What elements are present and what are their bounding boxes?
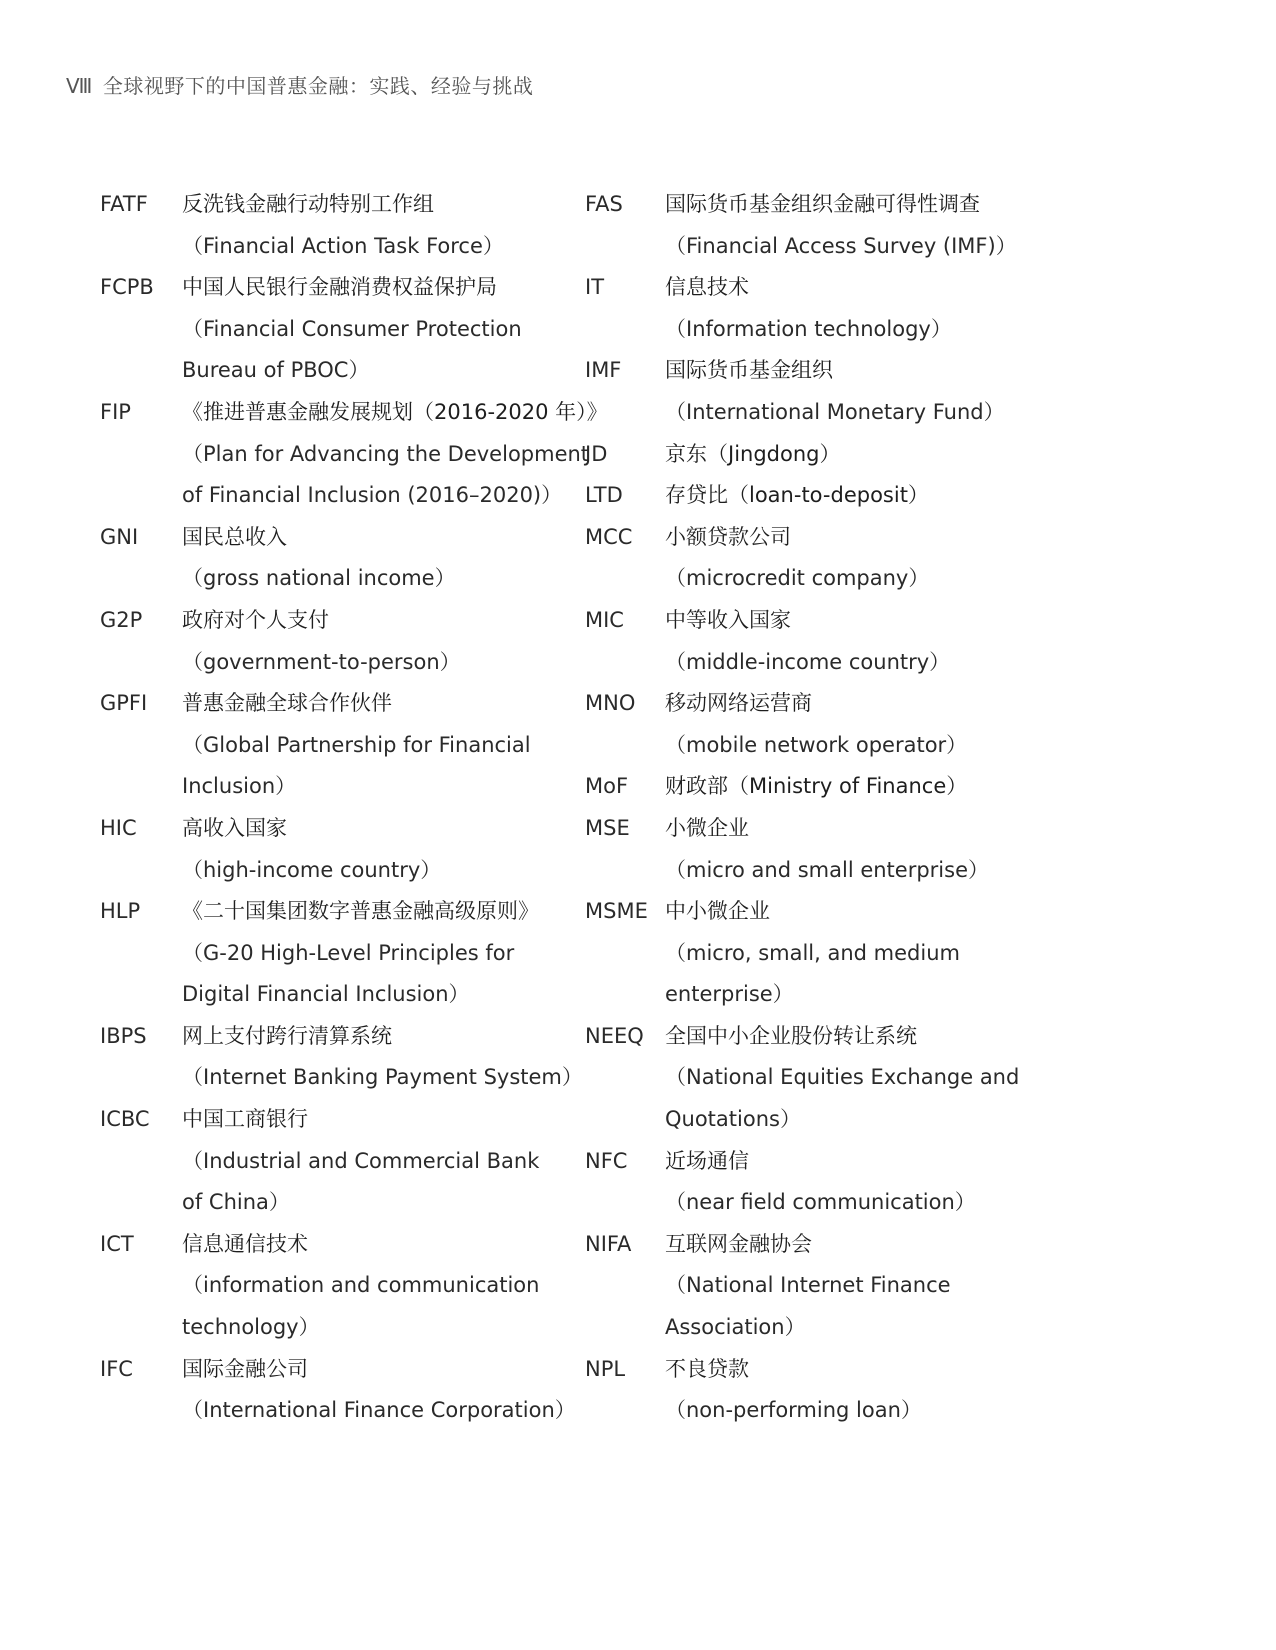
- definition-english: （government-to-person）: [182, 649, 461, 674]
- glossary-abbreviation: IFC: [100, 1356, 133, 1381]
- definition-chinese: 小额贷款公司: [665, 524, 791, 549]
- glossary-abbreviation: ICT: [100, 1231, 134, 1256]
- definition-chinese: 网上支付跨行清算系统: [182, 1023, 392, 1048]
- definition-english: （Global Partnership for Financial: [182, 732, 531, 757]
- glossary-definition: [665, 434, 1125, 476]
- glossary-definition: [182, 184, 570, 267]
- glossary-definition: [665, 1141, 1125, 1224]
- glossary-entry: [585, 600, 1125, 683]
- glossary-abbreviation: NFC: [585, 1148, 628, 1173]
- glossary-abbreviation: JD: [585, 441, 608, 466]
- definition-chinese: 《二十国集团数字普惠金融高级原则》: [182, 899, 539, 924]
- definition-chinese: 国际金融公司: [182, 1356, 308, 1381]
- definition-english: technology）: [182, 1315, 320, 1340]
- definition-english: enterprise）: [665, 982, 794, 1007]
- definition-english: （Financial Consumer Protection: [182, 316, 522, 341]
- glossary-definition: [182, 891, 570, 1016]
- glossary-abbreviation: MNO: [585, 691, 636, 716]
- glossary-entry: [585, 1349, 1125, 1432]
- definition-chinese: 反洗钱金融行动特别工作组: [182, 192, 434, 216]
- definition-english: （near field communication）: [665, 1190, 976, 1215]
- definition-chinese: 中国工商银行: [182, 1107, 308, 1132]
- glossary-right-column: [585, 184, 1125, 1432]
- glossary-entry: [100, 517, 570, 600]
- book-title: 全球视野下的中国普惠金融：实践、经验与挑战: [102, 74, 534, 98]
- glossary-definition: [182, 267, 570, 392]
- definition-english: （Internet Banking Payment System）: [182, 1065, 583, 1090]
- glossary-entry: [585, 808, 1125, 891]
- definition-english: （mobile network operator）: [665, 732, 968, 757]
- definition-english: （International Monetary Fund）: [665, 399, 1005, 424]
- definition-english: Bureau of PBOC）: [182, 358, 370, 383]
- definition-english: （information and communication: [182, 1273, 540, 1298]
- glossary-definition: [665, 475, 1125, 517]
- definition-english: （International Finance Corporation）: [182, 1398, 576, 1423]
- definition-english: Digital Financial Inclusion）: [182, 982, 470, 1007]
- definition-english: （National Equities Exchange and: [665, 1065, 1020, 1090]
- definition-chinese: 国民总收入: [182, 524, 287, 549]
- glossary-abbreviation: IMF: [585, 358, 622, 383]
- glossary-definition: [182, 808, 570, 891]
- definition-english: （gross national income）: [182, 566, 456, 591]
- glossary-definition: [182, 683, 570, 808]
- glossary-entry: [585, 434, 1125, 476]
- definition-chinese: 高收入国家: [182, 815, 287, 840]
- glossary-definition: [665, 766, 1125, 808]
- glossary-entry: [585, 766, 1125, 808]
- glossary-entry: [585, 1224, 1125, 1349]
- glossary-entry: [585, 184, 1125, 267]
- glossary-entry: [585, 683, 1125, 766]
- glossary-abbreviation: GPFI: [100, 691, 148, 716]
- definition-english: （microcredit company）: [665, 566, 930, 591]
- definition-english: （Financial Access Survey (IMF)）: [665, 233, 1017, 258]
- definition-english: （middle-income country）: [665, 649, 951, 674]
- glossary-entry: [585, 475, 1125, 517]
- glossary-entry: [100, 808, 570, 891]
- definition-english: （high-income country）: [182, 857, 442, 882]
- definition-english: （Information technology）: [665, 316, 952, 341]
- glossary-definition: [665, 808, 1125, 891]
- definition-chinese: 小微企业: [665, 815, 749, 840]
- glossary-definition: [182, 392, 608, 517]
- glossary-entry: [100, 1099, 570, 1224]
- glossary-definition: [665, 683, 1125, 766]
- definition-chinese: 存贷比（loan-to-deposit）: [665, 483, 929, 508]
- glossary-abbreviation: IBPS: [100, 1023, 147, 1048]
- definition-chinese: 国际货币基金组织: [665, 358, 833, 383]
- glossary-definition: [182, 1224, 570, 1349]
- definition-chinese: 不良贷款: [665, 1356, 749, 1381]
- definition-english: （G-20 High-Level Principles for: [182, 940, 515, 965]
- definition-chinese: 信息技术: [665, 275, 749, 300]
- definition-english: （Plan for Advancing the Development: [182, 441, 590, 466]
- glossary-definition: [182, 1016, 583, 1099]
- glossary-entry: [100, 1016, 583, 1099]
- glossary-entry: [585, 517, 1125, 600]
- definition-chinese: 中国人民银行金融消费权益保护局: [182, 275, 497, 300]
- glossary-abbreviation: FAS: [585, 192, 623, 216]
- glossary-entry: [585, 891, 1125, 1016]
- glossary-entry: [100, 1349, 576, 1432]
- glossary-abbreviation: FATF: [100, 192, 148, 216]
- glossary-definition: [665, 267, 1125, 350]
- glossary-abbreviation: FCPB: [100, 275, 154, 300]
- definition-chinese: 全国中小企业股份转让系统: [665, 1023, 917, 1048]
- glossary-definition: [665, 891, 1125, 1016]
- glossary-definition: [665, 517, 1125, 600]
- running-head: [66, 70, 533, 99]
- glossary-entry: [100, 891, 570, 1016]
- glossary-definition: [665, 350, 1125, 433]
- glossary-entry: [100, 184, 570, 267]
- glossary-entry: [585, 1016, 1125, 1141]
- definition-chinese: 中等收入国家: [665, 607, 791, 632]
- definition-chinese: 普惠金融全球合作伙伴: [182, 691, 392, 716]
- glossary-abbreviation: MoF: [585, 774, 629, 799]
- glossary-definition: [182, 1099, 570, 1224]
- glossary-abbreviation: IT: [585, 275, 605, 300]
- glossary-abbreviation: FIP: [100, 399, 131, 424]
- definition-english: （micro, small, and medium: [665, 940, 960, 965]
- definition-english: （Financial Action Task Force）: [182, 233, 504, 258]
- definition-english: Inclusion）: [182, 774, 297, 799]
- glossary-abbreviation: MSE: [585, 815, 630, 840]
- glossary-definition: [665, 184, 1125, 267]
- glossary-entry: [100, 1224, 570, 1349]
- definition-english: （non-performing loan）: [665, 1398, 922, 1423]
- definition-english: （National Internet Finance: [665, 1273, 951, 1298]
- glossary-abbreviation: MIC: [585, 607, 624, 632]
- glossary-abbreviation: MSME: [585, 899, 648, 924]
- glossary-entry: [100, 683, 570, 808]
- glossary-abbreviation: NEEQ: [585, 1023, 644, 1048]
- definition-chinese: 移动网络运营商: [665, 691, 812, 716]
- glossary-abbreviation: G2P: [100, 607, 143, 632]
- definition-english: （micro and small enterprise）: [665, 857, 990, 882]
- glossary-definition: [665, 1224, 1125, 1349]
- definition-chinese: 国际货币基金组织金融可得性调查: [665, 192, 980, 216]
- definition-chinese: 京东（Jingdong）: [665, 441, 841, 466]
- glossary-abbreviation: LTD: [585, 483, 623, 508]
- definition-chinese: 中小微企业: [665, 899, 770, 924]
- glossary-entry: [585, 350, 1125, 433]
- glossary-abbreviation: ICBC: [100, 1107, 150, 1132]
- definition-chinese: 信息通信技术: [182, 1231, 308, 1256]
- page-folio: Ⅷ: [66, 74, 93, 98]
- definition-english: Quotations）: [665, 1107, 801, 1132]
- definition-chinese: 政府对个人支付: [182, 607, 329, 632]
- glossary-abbreviation: GNI: [100, 524, 139, 549]
- definition-english: （Industrial and Commercial Bank: [182, 1148, 540, 1173]
- glossary-entry: [100, 600, 570, 683]
- glossary-definition: [665, 600, 1125, 683]
- glossary-abbreviation: MCC: [585, 524, 633, 549]
- glossary-definition: [665, 1349, 1125, 1432]
- glossary-entry: [100, 267, 570, 392]
- glossary-entry: [585, 267, 1125, 350]
- glossary-abbreviation: HIC: [100, 815, 137, 840]
- definition-english: of Financial Inclusion (2016–2020)）: [182, 483, 563, 508]
- glossary-entry: [585, 1141, 1125, 1224]
- glossary-abbreviation: NIFA: [585, 1231, 632, 1256]
- glossary-definition: [182, 517, 570, 600]
- definition-english: Association）: [665, 1315, 806, 1340]
- glossary-definition: [182, 1349, 576, 1432]
- definition-chinese: 近场通信: [665, 1148, 749, 1173]
- definition-chinese: 《推进普惠金融发展规划（2016-2020 年）》: [182, 399, 608, 424]
- glossary-abbreviation: NPL: [585, 1356, 626, 1381]
- glossary-definition: [665, 1016, 1125, 1141]
- glossary-abbreviation: HLP: [100, 899, 141, 924]
- definition-english: of China）: [182, 1190, 290, 1215]
- glossary-definition: [182, 600, 570, 683]
- definition-chinese: 财政部（Ministry of Finance）: [665, 774, 968, 799]
- definition-chinese: 互联网金融协会: [665, 1231, 812, 1256]
